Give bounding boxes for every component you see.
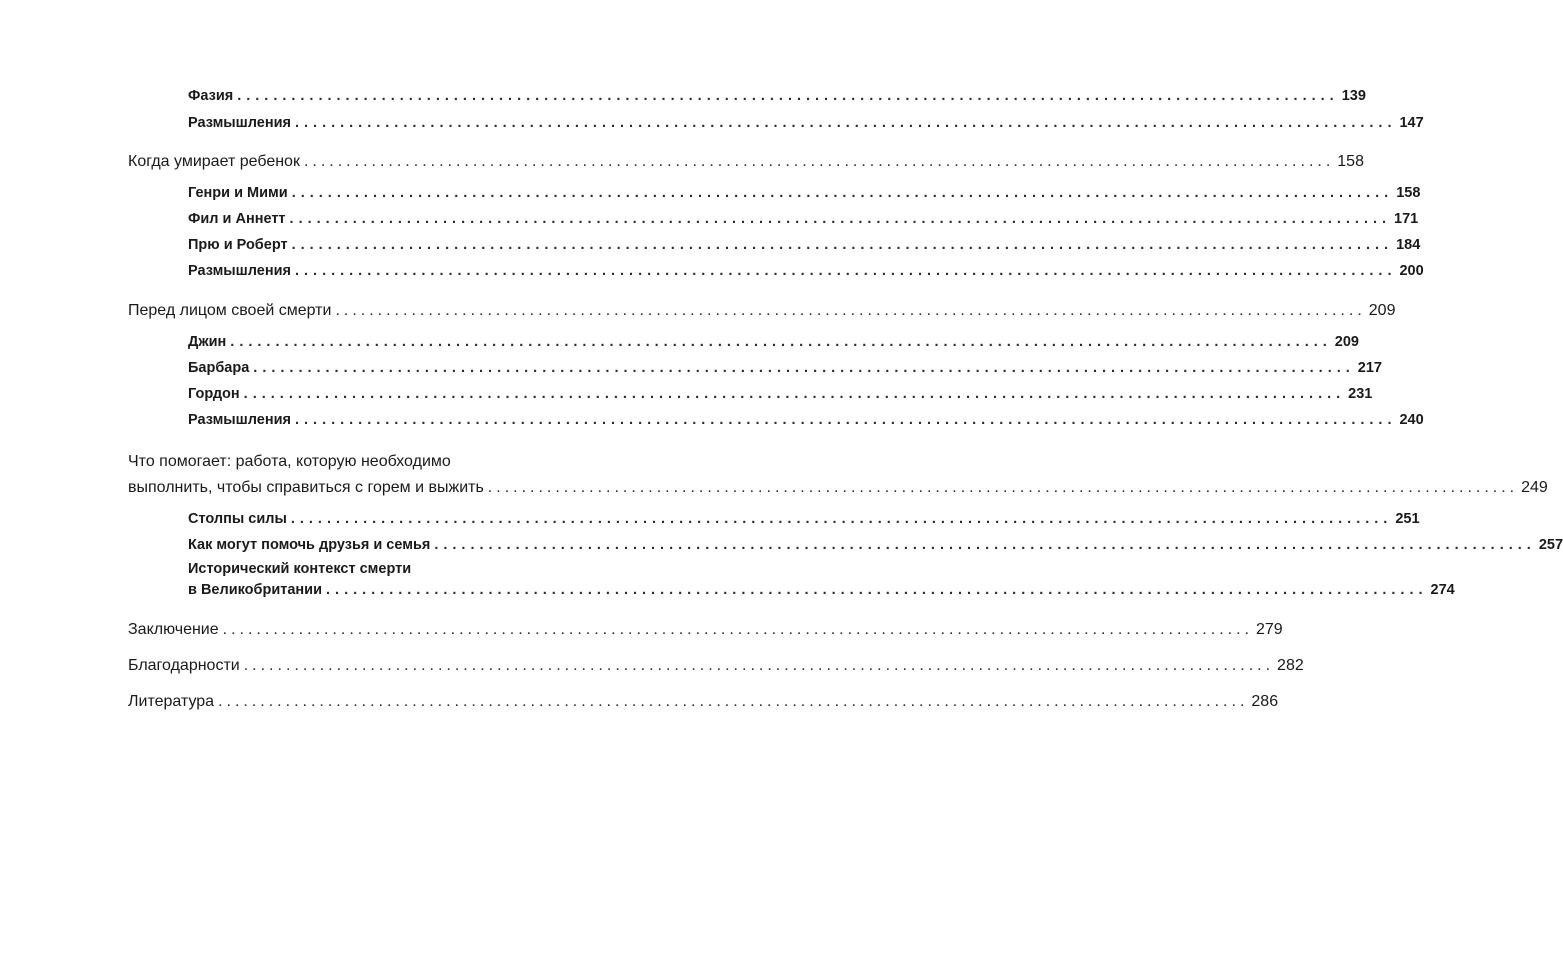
toc-entry — [188, 582, 1455, 598]
toc-entry-label: Когда умирает ребенок — [128, 153, 300, 170]
toc-entry-label: выполнить, чтобы справиться с горем и выжить — [128, 479, 484, 496]
toc-entry-page: 217 — [1357, 360, 1382, 376]
toc-entry — [188, 185, 1421, 201]
toc-entry-page: 209 — [1334, 334, 1359, 350]
toc-entry-label: Столпы силы — [188, 511, 287, 527]
toc-dot-leader: .......................................................................................................................... — [326, 582, 1428, 598]
toc-entry — [188, 334, 1359, 350]
toc-dot-leader: .......................................................................................................................... — [243, 657, 1275, 674]
toc-dot-leader: .......................................................................................................................... — [222, 621, 1253, 638]
toc-entry — [188, 511, 1420, 527]
toc-chapter-entry — [128, 693, 1279, 711]
toc-entry-page: 286 — [1251, 693, 1279, 710]
toc-entry — [188, 115, 1424, 131]
toc-entry-page: 209 — [1368, 302, 1396, 319]
toc-dot-leader: .......................................................................................................................... — [218, 693, 1249, 710]
toc-entry — [188, 263, 1424, 279]
toc-entry-page: 282 — [1277, 657, 1304, 674]
toc-dot-leader: .......................................................................................................................... — [289, 211, 1392, 227]
toc-entry — [188, 386, 1373, 402]
toc-entry-label: Прю и Роберт — [188, 237, 288, 253]
toc-chapter-entry — [128, 479, 1548, 497]
toc-entry-page: 184 — [1396, 237, 1421, 253]
toc-entry-page: 249 — [1521, 479, 1548, 496]
toc-entry — [188, 211, 1419, 227]
toc-entry-label: Генри и Мими — [188, 185, 288, 201]
toc-entry-label: Заключение — [128, 621, 219, 638]
toc-entry-label: Как могут помочь друзья и семья — [188, 537, 431, 553]
toc-entry-label: Размышления — [188, 412, 291, 428]
toc-entry-page: 147 — [1399, 115, 1424, 131]
toc-entry — [188, 88, 1366, 104]
toc-entry-page: 171 — [1394, 211, 1419, 227]
toc-entry — [188, 412, 1424, 428]
toc-entry-label: Гордон — [188, 386, 240, 402]
toc-entry-label: Барбара — [188, 360, 250, 376]
toc-entry-label: Размышления — [188, 263, 291, 279]
toc-entry-page: 200 — [1399, 263, 1424, 279]
toc-entry-page: 158 — [1337, 153, 1364, 170]
toc-entry — [188, 237, 1421, 253]
toc-entry-page: 257 — [1538, 537, 1563, 553]
toc-dot-leader: .......................................................................................................................... — [291, 237, 1394, 253]
toc-entry-label: Фазия — [188, 88, 234, 104]
toc-entry-page: 139 — [1341, 88, 1366, 104]
toc-dot-leader: .......................................................................................................................... — [243, 386, 1346, 402]
toc-entry-label: Джин — [188, 334, 227, 350]
toc-entry — [188, 537, 1563, 553]
toc-entry-page: 158 — [1396, 185, 1421, 201]
toc-dot-leader: .......................................................................................................................... — [487, 479, 1519, 496]
toc-dot-leader: .......................................................................................................................... — [253, 360, 1355, 376]
toc-dot-leader: .......................................................................................................................... — [434, 537, 1536, 553]
toc-entry-page: 279 — [1255, 621, 1283, 638]
toc-entry-line1: Исторический контекст смерти — [188, 561, 412, 577]
toc-dot-leader: .......................................................................................................................... — [230, 334, 1332, 350]
toc-dot-leader: .......................................................................................................................... — [237, 88, 1339, 104]
toc-entry — [188, 360, 1382, 376]
toc-entry-label: Литература — [128, 693, 215, 710]
toc-chapter-entry — [128, 153, 1364, 171]
toc-dot-leader: .......................................................................................................................... — [294, 263, 1397, 279]
toc-entry-label: Фил и Аннетт — [188, 211, 286, 227]
toc-dot-leader: .......................................................................................................................... — [303, 153, 1335, 170]
toc-entry-label: в Великобритании — [188, 582, 323, 598]
toc-chapter-entry-line1: Что помогает: работа, которую необходимо — [128, 453, 451, 470]
toc-entry-page: 251 — [1395, 511, 1420, 527]
toc-entry-label: Благодарности — [128, 657, 240, 674]
toc-dot-leader: .......................................................................................................................... — [291, 185, 1394, 201]
toc-entry-label: Перед лицом своей смерти — [128, 302, 332, 319]
toc-entry-page: 231 — [1348, 386, 1373, 402]
toc-dot-leader: .......................................................................................................................... — [294, 412, 1397, 428]
toc-dot-leader: .......................................................................................................................... — [290, 511, 1393, 527]
toc-dot-leader: .......................................................................................................................... — [294, 115, 1397, 131]
toc-entry-page: 240 — [1399, 412, 1424, 428]
toc-chapter-entry — [128, 657, 1304, 675]
toc-dot-leader: .......................................................................................................................... — [335, 302, 1366, 319]
toc-chapter-entry — [128, 621, 1283, 639]
toc-entry-label: Размышления — [188, 115, 291, 131]
toc-chapter-entry — [128, 302, 1396, 320]
toc-entry-page: 274 — [1430, 582, 1455, 598]
